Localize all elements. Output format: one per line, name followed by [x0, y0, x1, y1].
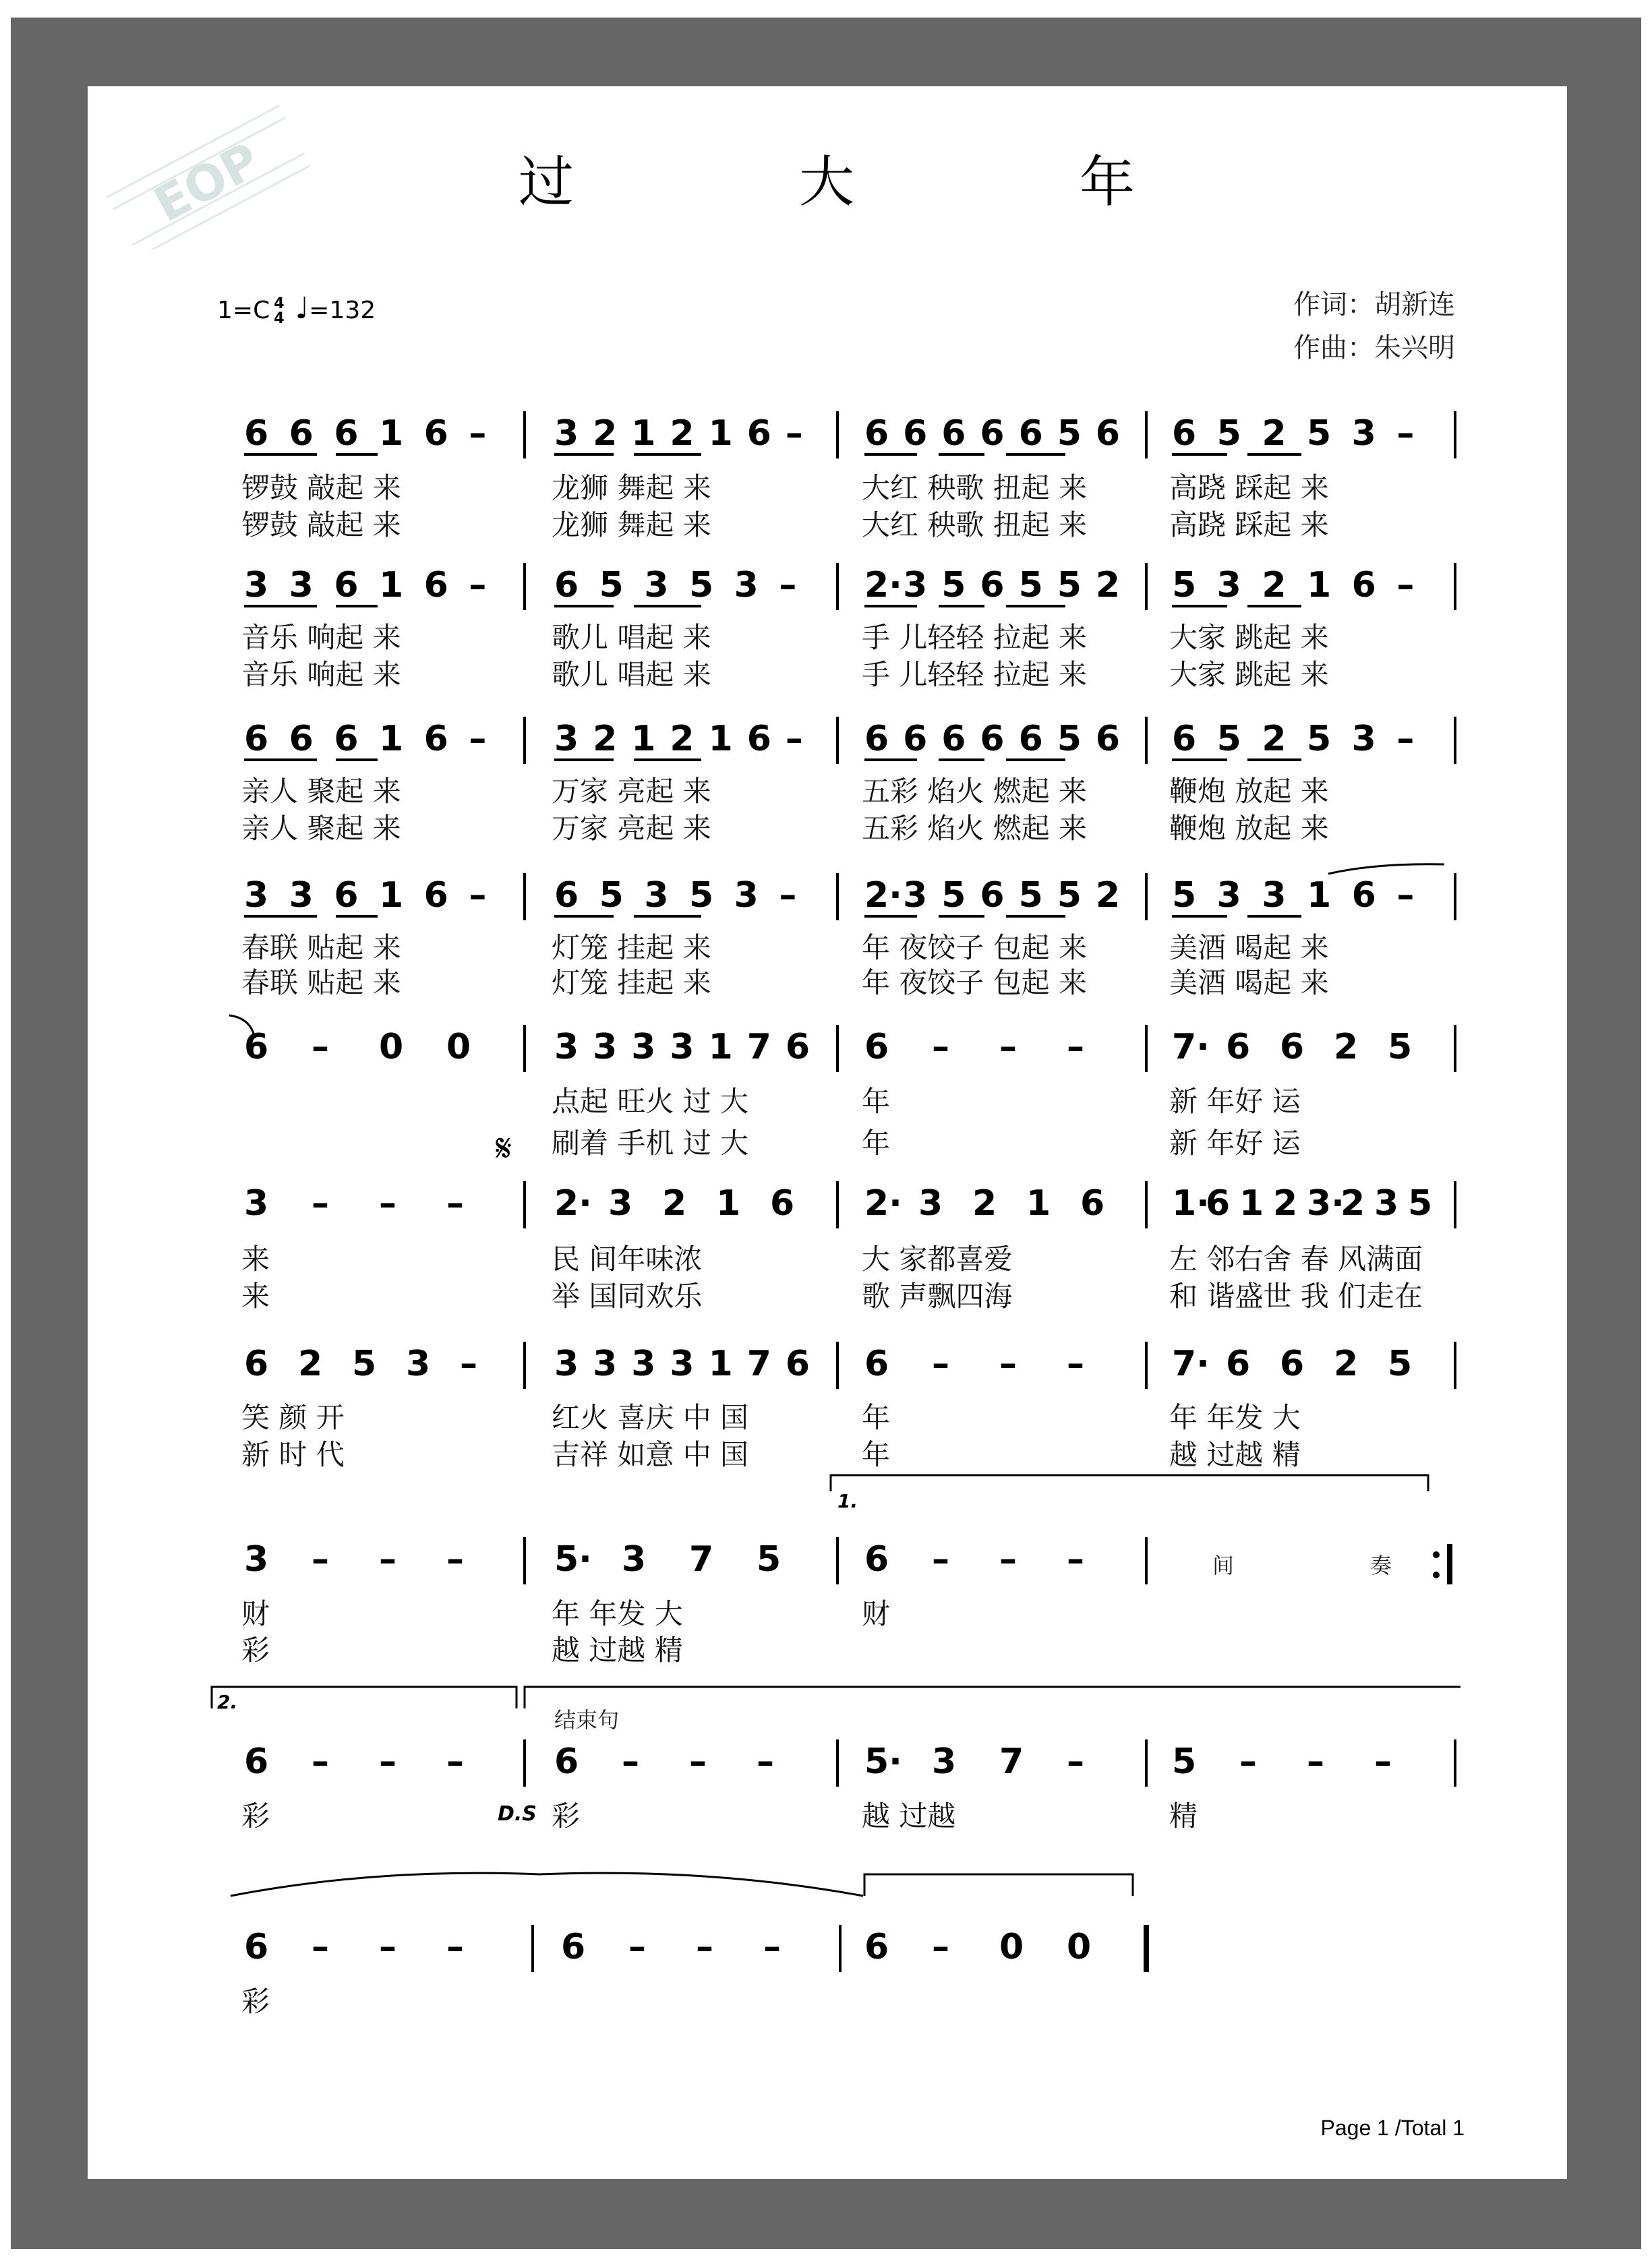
ds-mark: D.S [498, 1802, 537, 1826]
jianpu-note: 5 [689, 875, 714, 916]
jianpu-note: 3 [244, 1539, 269, 1580]
title-char-1: 过 [519, 150, 574, 214]
segno-sign: 𝄋 [496, 1127, 512, 1170]
jianpu-note: 6 [770, 1183, 795, 1224]
jianpu-note: 3 [289, 565, 314, 605]
jianpu-note: 3 [1262, 875, 1287, 916]
jianpu-note: 2 [593, 719, 618, 759]
lyric-line: 精 [1169, 1799, 1198, 1833]
lyric-line: 彩 [552, 1799, 581, 1833]
lyric-line: 音乐 响起 来 [241, 658, 401, 691]
dash-note: – [1067, 1741, 1084, 1782]
jianpu-note: 6 [1280, 1027, 1305, 1067]
jianpu-note: 3 [734, 565, 759, 605]
dash-note: – [1067, 1027, 1084, 1067]
lyric-line: 高跷 踩起 来 [1169, 471, 1329, 504]
jianpu-note: 6 [1095, 413, 1121, 454]
jianpu-note: 5 [599, 565, 624, 605]
jianpu-note: 0 [446, 1027, 471, 1067]
jianpu-note: 6 [1351, 875, 1376, 916]
jianpu-note: 2· [864, 875, 902, 916]
dash-note: – [932, 1344, 949, 1384]
jianpu-note: 1 [631, 413, 656, 454]
jianpu-note: 6 [423, 875, 448, 916]
lyric-line: 美酒 喝起 来 [1169, 966, 1329, 999]
jianpu-note: 3 [670, 1344, 695, 1384]
dash-note: – [312, 1027, 329, 1067]
dash-note: – [379, 1183, 396, 1224]
dash-note: – [1374, 1741, 1392, 1782]
volta-2-bracket [212, 1687, 517, 1708]
dash-note: – [999, 1027, 1017, 1067]
jianpu-note: 6 [244, 1741, 269, 1782]
jianpu-note: 3 [554, 1027, 579, 1067]
jianpu-note: 3 [631, 1027, 656, 1067]
jianpu-note: 5 [1408, 1183, 1433, 1224]
jianpu-note: 5 [1172, 1741, 1197, 1782]
jianpu-note: 6 [289, 719, 314, 759]
lyric-line: 大红 秧歌 扭起 来 [862, 471, 1088, 504]
jianpu-note: 7 [746, 1344, 771, 1384]
jianpu-note: 5 [1018, 875, 1043, 916]
lyric-line: 灯笼 挂起 来 [552, 966, 711, 999]
lyric-line: 大家 跳起 来 [1169, 658, 1329, 691]
jianpu-note: 6 [334, 413, 359, 454]
jianpu-note: 1 [631, 719, 656, 759]
jianpu-note: 6 [1206, 1183, 1231, 1224]
dash-note: – [469, 875, 487, 916]
jianpu-note: 6 [1018, 719, 1043, 759]
dash-note: – [1396, 565, 1415, 605]
lyric-line: 五彩 焰火 燃起 来 [862, 812, 1088, 845]
jianpu-note: 6 [1351, 565, 1376, 605]
lyric-line: 歌 声飘四海 [862, 1280, 1013, 1313]
lyric-line: 大家 跳起 来 [1169, 621, 1329, 654]
jianpu-note: 2 [662, 1183, 687, 1224]
jianpu-note: 6 [941, 719, 966, 759]
jianpu-note: 1 [708, 1344, 733, 1384]
lyric-line: 灯笼 挂起 来 [552, 931, 711, 964]
lyric-line: 新 年好 运 [1169, 1085, 1301, 1118]
dash-note: – [999, 1344, 1017, 1384]
tie-slur [231, 1873, 1133, 1896]
lyric-line: 左 邻右舍 春 风满面 [1169, 1243, 1423, 1276]
repeat-dot [1433, 1572, 1440, 1578]
jianpu-note: 6 [554, 1741, 579, 1782]
lyric-line: 红火 喜庆 中 国 [552, 1401, 749, 1434]
jianpu-note: 2 [670, 413, 695, 454]
jianpu-note: 5 [1057, 875, 1082, 916]
dash-note: – [628, 1927, 646, 1967]
jianpu-note: 3 [406, 1344, 431, 1384]
jianpu-note: 6 [334, 875, 359, 916]
jianpu-note: 1 [708, 1027, 733, 1067]
jianpu-note: 3 [670, 1027, 695, 1067]
title-char-3: 年 [1080, 150, 1135, 214]
jianpu-note: 6 [1018, 413, 1043, 454]
dash-note: – [312, 1183, 329, 1224]
jianpu-note: 1· [1172, 1183, 1210, 1224]
interlude-char-2: 奏 [1370, 1553, 1392, 1578]
jianpu-note: 3 [622, 1539, 647, 1580]
jianpu-note: 6 [746, 413, 771, 454]
dash-note: – [1307, 1741, 1324, 1782]
jianpu-note: 3 [644, 875, 669, 916]
jianpu-note: 6 [244, 1344, 269, 1384]
lyric-line: 彩 [241, 1985, 270, 2018]
jianpu-note: 2 [1273, 1183, 1298, 1224]
dash-note: – [696, 1927, 713, 1967]
lyric-line: 五彩 焰火 燃起 来 [862, 775, 1088, 808]
jianpu-note: 3 [903, 565, 928, 605]
lyric-line: 举 国同欢乐 [552, 1280, 703, 1313]
volta-1-bracket [831, 1475, 1428, 1491]
jianpu-note: 6 [1280, 1344, 1305, 1384]
lyric-line: 年 年发 大 [552, 1597, 683, 1630]
lyric-line: 亲人 聚起 来 [241, 775, 401, 808]
lyric-line: 财 [241, 1597, 270, 1630]
jianpu-note: 1 [1239, 1183, 1264, 1224]
dash-note: – [779, 875, 797, 916]
jianpu-note: 7 [689, 1539, 714, 1580]
jianpu-note: 3 [554, 413, 579, 454]
dash-note: – [312, 1927, 329, 1967]
jianpu-note: 3 [918, 1183, 943, 1224]
jianpu-note: 3 [593, 1027, 618, 1067]
jianpu-note: 3 [244, 565, 269, 605]
lyric-line: 民 间年味浓 [552, 1243, 703, 1276]
tie-slur [1328, 864, 1444, 874]
jianpu-note: 3· [1307, 1183, 1345, 1224]
jianpu-note: 5 [1057, 565, 1082, 605]
jianpu-note: 6 [1172, 413, 1197, 454]
tempo: =132 [309, 297, 376, 324]
volta-2-label: 2. [217, 1691, 238, 1713]
dash-note: – [932, 1539, 949, 1580]
jianpu-note: 7· [1172, 1027, 1210, 1067]
jianpu-note: 5· [554, 1539, 592, 1580]
dash-note: – [622, 1741, 639, 1782]
dash-note: – [312, 1539, 329, 1580]
lyric-line: 春联 贴起 来 [241, 966, 401, 999]
lyric-line: 春联 贴起 来 [241, 931, 401, 964]
time-signature: 4 4 [274, 295, 285, 327]
lyric-line: 和 谐盛世 我 们走在 [1169, 1280, 1423, 1313]
dash-note: – [379, 1741, 396, 1782]
jianpu-note: 7 [999, 1741, 1024, 1782]
jianpu-note: 3 [244, 875, 269, 916]
jianpu-note: 5 [599, 875, 624, 916]
jianpu-note: 6 [1172, 719, 1197, 759]
jianpu-note: 6 [980, 413, 1005, 454]
lyric-line: 越 过越 [862, 1799, 956, 1833]
lyric-line: 歌儿 唱起 来 [552, 621, 711, 654]
lyric-line: 锣鼓 敲起 来 [241, 471, 401, 504]
jianpu-note: 1 [379, 719, 404, 759]
jianpu-note: 3 [554, 1344, 579, 1384]
lyric-line: 万家 亮起 来 [552, 812, 711, 845]
jianpu-note: 1 [379, 875, 404, 916]
lyric-line: 新 年好 运 [1169, 1127, 1301, 1160]
jianpu-note: 3 [289, 875, 314, 916]
jianpu-note: 3 [244, 1183, 269, 1224]
jianpu-note: 3 [1216, 565, 1241, 605]
dash-note: – [779, 565, 797, 605]
watermark-text: EOP [144, 131, 269, 233]
lyric-line: 年 [862, 1085, 891, 1118]
jianpu-note: 5 [352, 1344, 377, 1384]
jianpu-note: 6 [903, 413, 928, 454]
lyric-line: 点起 旺火 过 大 [552, 1085, 749, 1118]
dash-note: – [785, 719, 803, 759]
dash-note: – [999, 1539, 1017, 1580]
jianpu-note: 6 [903, 719, 928, 759]
jianpu-note: 6 [941, 413, 966, 454]
jianpu-note: 6 [334, 565, 359, 605]
jianpu-note: 5 [941, 565, 966, 605]
lyric-line: 龙狮 舞起 来 [552, 508, 711, 541]
jianpu-note: 5· [864, 1741, 902, 1782]
repeat-dot [1433, 1551, 1440, 1558]
lyric-line: 刷着 手机 过 大 [552, 1127, 749, 1160]
dash-note: – [379, 1927, 396, 1967]
jianpu-note: 3 [1351, 719, 1376, 759]
lyric-line: 来 [241, 1280, 270, 1313]
dash-note: – [312, 1741, 329, 1782]
lyric-line: 彩 [241, 1634, 270, 1667]
jianpu-note: 1 [1307, 565, 1332, 605]
key-signature: 1=C 4 4 ♩=132 [217, 291, 376, 327]
dash-note: – [932, 1927, 949, 1967]
interlude-char-1: 间 [1212, 1553, 1235, 1578]
jianpu-note: 1 [1026, 1183, 1051, 1224]
jianpu-note: 6 [561, 1927, 586, 1967]
coda-label: 结束句 [554, 1707, 620, 1733]
jianpu-note: 1 [708, 719, 733, 759]
jianpu-note: 2 [593, 413, 618, 454]
jianpu-note: 3 [631, 1344, 656, 1384]
jianpu-note: 5 [1216, 719, 1241, 759]
jianpu-note: 6 [334, 719, 359, 759]
lyric-line: 美酒 喝起 来 [1169, 931, 1329, 964]
dash-note: – [1396, 719, 1415, 759]
lyric-line: 年 年发 大 [1169, 1401, 1301, 1434]
jianpu-note: 2 [1340, 1183, 1365, 1224]
jianpu-note: 6 [554, 875, 579, 916]
lyricist: 作词：胡新连 [1293, 289, 1455, 320]
lyric-line: 大红 秧歌 扭起 来 [862, 508, 1088, 541]
jianpu-note: 3 [1374, 1183, 1399, 1224]
jianpu-note: 6 [244, 719, 269, 759]
jianpu-note: 2· [554, 1183, 592, 1224]
jianpu-note: 6 [1080, 1183, 1105, 1224]
jianpu-note: 3 [932, 1741, 957, 1782]
jianpu-note: 5 [1018, 565, 1043, 605]
volta-1-label: 1. [837, 1490, 858, 1512]
jianpu-note: 6 [423, 719, 448, 759]
lyric-line: 音乐 响起 来 [241, 621, 401, 654]
jianpu-note: 2 [1262, 565, 1287, 605]
lyric-line: 大 家都喜爱 [862, 1243, 1013, 1276]
jianpu-note: 3 [734, 875, 759, 916]
dash-note: – [469, 565, 487, 605]
lyric-line: 鞭炮 放起 来 [1169, 775, 1329, 808]
dash-note: – [460, 1344, 477, 1384]
jianpu-note: 1 [1307, 875, 1332, 916]
jianpu-note: 6 [423, 413, 448, 454]
lyric-line: 龙狮 舞起 来 [552, 471, 711, 504]
jianpu-note: 1 [379, 565, 404, 605]
jianpu-note: 6 [554, 565, 579, 605]
jianpu-note: 6 [244, 1027, 269, 1067]
lyric-line: 亲人 聚起 来 [241, 812, 401, 845]
dash-note: – [932, 1027, 949, 1067]
jianpu-note: 6 [746, 719, 771, 759]
lyric-line: 年 [862, 1438, 891, 1471]
jianpu-note: 5 [1307, 719, 1332, 759]
dash-note: – [446, 1183, 464, 1224]
jianpu-note: 6 [980, 875, 1005, 916]
jianpu-note: 6 [980, 719, 1005, 759]
jianpu-note: 3 [554, 719, 579, 759]
jianpu-note: 2· [864, 565, 902, 605]
jianpu-note: 2 [1334, 1027, 1359, 1067]
lyric-line: 吉祥 如意 中 国 [552, 1438, 749, 1471]
jianpu-note: 2 [298, 1344, 323, 1384]
dash-note: – [446, 1539, 464, 1580]
lyric-line: 年 [862, 1401, 891, 1434]
dash-note: – [689, 1741, 707, 1782]
page-footer: Page 1 /Total 1 [1320, 2116, 1465, 2140]
jianpu-note: 3 [903, 875, 928, 916]
lyric-line: 锣鼓 敲起 来 [241, 508, 401, 541]
jianpu-note: 5 [1216, 413, 1241, 454]
dash-note: – [469, 413, 487, 454]
dash-note: – [1396, 413, 1415, 454]
jianpu-note: 6 [244, 1927, 269, 1967]
jianpu-note: 3 [593, 1344, 618, 1384]
lyric-line: 新 时 代 [241, 1438, 345, 1471]
jianpu-note: 0 [1067, 1927, 1092, 1967]
dash-note: – [785, 413, 803, 454]
jianpu-note: 3 [644, 565, 669, 605]
jianpu-note: 3 [1216, 875, 1241, 916]
dash-note: – [379, 1539, 396, 1580]
jianpu-note: 6 [864, 719, 889, 759]
jianpu-note: 6 [289, 413, 314, 454]
jianpu-note: 6 [1226, 1027, 1251, 1067]
jianpu-note: 6 [864, 413, 889, 454]
jianpu-note: 6 [864, 1539, 889, 1580]
jianpu-note: 2 [972, 1183, 997, 1224]
dash-note: – [446, 1927, 464, 1967]
lyric-line: 高跷 踩起 来 [1169, 508, 1329, 541]
jianpu-note: 7· [1172, 1344, 1210, 1384]
jianpu-note: 6 [785, 1027, 810, 1067]
jianpu-note: 1 [716, 1183, 741, 1224]
jianpu-note: 5 [1057, 719, 1082, 759]
jianpu-note: 1 [379, 413, 404, 454]
dash-note: – [446, 1741, 464, 1782]
jianpu-note: 6 [1226, 1344, 1251, 1384]
jianpu-note: 5 [757, 1539, 781, 1580]
jianpu-note: 5 [1057, 413, 1082, 454]
lyric-line: 歌儿 唱起 来 [552, 658, 711, 691]
jianpu-note: 6 [864, 1027, 889, 1067]
jianpu-note: 7 [746, 1027, 771, 1067]
jianpu-note: 6 [864, 1927, 889, 1967]
jianpu-note: 2 [1095, 875, 1121, 916]
composer: 作曲：朱兴明 [1293, 332, 1455, 363]
jianpu-note: 2 [1334, 1344, 1359, 1384]
lyric-line: 笑 颜 开 [241, 1401, 345, 1434]
jianpu-note: 2 [1262, 719, 1287, 759]
lyric-line: 手 儿轻轻 拉起 来 [862, 621, 1088, 654]
jianpu-note: 3 [1351, 413, 1376, 454]
dash-note: – [1067, 1344, 1084, 1384]
quarter-note-icon: ♩ [295, 291, 309, 326]
jianpu-note: 3 [608, 1183, 633, 1224]
jianpu-note: 0 [379, 1027, 404, 1067]
lyric-line: 年 [862, 1127, 891, 1160]
title-char-2: 大 [799, 150, 855, 214]
jianpu-note: 1 [708, 413, 733, 454]
jianpu-note: 6 [980, 565, 1005, 605]
dash-note: – [1396, 875, 1415, 916]
jianpu-note: 6 [864, 1344, 889, 1384]
lyric-line: 鞭炮 放起 来 [1169, 812, 1329, 845]
jianpu-note: 6 [1095, 719, 1121, 759]
jianpu-note: 5 [1172, 565, 1197, 605]
lyric-line: 越 过越 精 [552, 1634, 683, 1667]
lyric-line: 彩 [241, 1799, 270, 1833]
dash-note: – [1239, 1741, 1257, 1782]
jianpu-note: 6 [244, 413, 269, 454]
jianpu-note: 6 [423, 565, 448, 605]
jianpu-note: 5 [1388, 1344, 1413, 1384]
dash-note: – [469, 719, 487, 759]
jianpu-note: 0 [999, 1927, 1024, 1967]
jianpu-note: 6 [785, 1344, 810, 1384]
dash-note: – [1067, 1539, 1084, 1580]
jianpu-note: 2 [670, 719, 695, 759]
lyric-line: 万家 亮起 来 [552, 775, 711, 808]
jianpu-note: 5 [1388, 1027, 1413, 1067]
jianpu-note: 2 [1262, 413, 1287, 454]
lyric-line: 越 过越 精 [1169, 1438, 1301, 1471]
lyric-line: 财 [862, 1597, 891, 1630]
dash-note: – [763, 1927, 781, 1967]
lyric-line: 来 [241, 1243, 270, 1276]
lyric-line: 年 夜饺子 包起 来 [862, 966, 1088, 999]
lyric-line: 手 儿轻轻 拉起 来 [862, 658, 1088, 691]
jianpu-note: 5 [941, 875, 966, 916]
jianpu-note: 2 [1095, 565, 1121, 605]
jianpu-note: 5 [689, 565, 714, 605]
coda-bracket [525, 1687, 1461, 1708]
jianpu-note: 5 [1307, 413, 1332, 454]
lyric-line: 年 夜饺子 包起 来 [862, 931, 1088, 964]
dash-note: – [757, 1741, 774, 1782]
jianpu-note: 2· [864, 1183, 902, 1224]
jianpu-note: 5 [1172, 875, 1197, 916]
